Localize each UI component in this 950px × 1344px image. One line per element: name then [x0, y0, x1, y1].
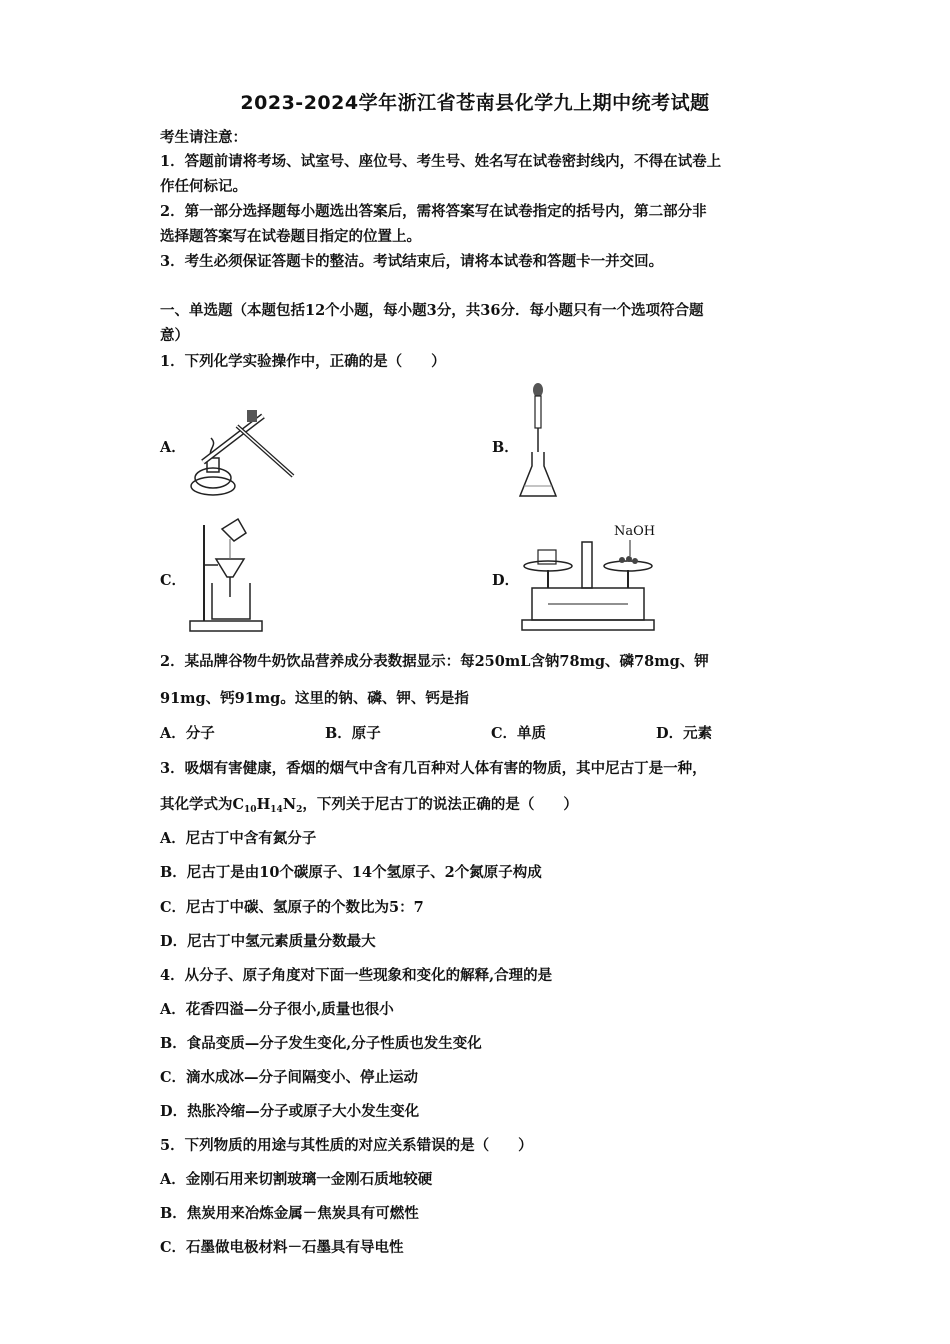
q3-option-a: A．尼古丁中含有氮分子 [160, 830, 317, 847]
q3-option-d: D．尼古丁中氢元素质量分数最大 [160, 933, 376, 950]
q4-option-d: D．热胀冷缩—分子或原子大小发生变化 [160, 1103, 420, 1120]
naoh-label: NaOH [614, 524, 656, 539]
q2-option-d: D．元素 [656, 725, 713, 742]
notice-item: 3．考生必须保证答题卡的整洁。考试结束后，请将本试卷和答题卡一并交回。 [160, 253, 664, 270]
q1-stem: 1．下列化学实验操作中，正确的是（ ） [160, 353, 446, 370]
q1-figure-b-dropper-flask [515, 382, 560, 502]
q3-stem-prefix: 其化学式为 [160, 796, 233, 813]
q3-stem-suffix: ，下列关于尼古丁的说法正确的是（ ） [302, 796, 578, 813]
section-heading-cont: 意） [160, 327, 189, 344]
notice-item: 1．答题前请将考场、试室号、座位号、考生号、姓名写在试卷密封线内，不得在试卷上 [160, 153, 722, 170]
page-title: 2023-2024学年浙江省苍南县化学九上期中统考试题 [240, 92, 710, 114]
nicotine-formula: $C_{10}H_{14}N_2$ [232, 796, 303, 815]
q1-figure-a-heating-test-tube [185, 398, 300, 503]
notice-item: 2．第一部分选择题每小题选出答案后，需将答案写在试卷指定的括号内，第二部分非 [160, 203, 707, 220]
q5-option-a: A．金刚石用来切割玻璃一金刚石质地较硬 [160, 1171, 433, 1188]
q1-label-c: C． [160, 572, 187, 589]
notice-heading: 考生请注意： [160, 129, 247, 146]
q4-option-a: A．花香四溢—分子很小,质量也很小 [160, 1001, 394, 1018]
q4-stem: 4．从分子、原子角度对下面一些现象和变化的解释,合理的是 [160, 967, 553, 984]
section-heading: 一、单选题（本题包括12个小题，每小题3分，共36分．每小题只有一个选项符合题 [160, 302, 704, 319]
q3-stem-cont [160, 795, 800, 820]
q1-figure-c-filtration [188, 515, 266, 633]
q4-option-b: B．食品变质—分子发生变化,分子性质也发生变化 [160, 1035, 482, 1052]
q1-label-b: B． [492, 439, 519, 456]
q2-stem: 2．某品牌谷物牛奶饮品营养成分表数据显示：每250mL含钠78mg、磷78mg、钾 [160, 653, 709, 670]
q3-stem: 3．吸烟有害健康，香烟的烟气中含有几百种对人体有害的物质，其中尼古丁是一种， [160, 760, 707, 777]
q2-option-b: B．原子 [325, 725, 381, 742]
q5-option-b: B．焦炭用来冶炼金属－焦炭具有可燃性 [160, 1205, 419, 1222]
q1-label-d: D． [492, 572, 520, 589]
q3-option-c: C．尼古丁中碳、氢原子的个数比为5：7 [160, 899, 424, 916]
q2-option-c: C．单质 [491, 725, 547, 742]
q5-option-c: C．石墨做电极材料－石墨具有导电性 [160, 1239, 404, 1256]
q4-option-c: C．滴水成冰—分子间隔变小、停止运动 [160, 1069, 419, 1086]
notice-item: 作任何标记。 [160, 178, 247, 195]
q1-figure-d-balance [518, 540, 658, 632]
q2-stem-cont: 91mg、钙91mg。这里的钠、磷、钾、钙是指 [160, 690, 469, 707]
q3-option-b: B．尼古丁是由10个碳原子、14个氢原子、2个氮原子构成 [160, 864, 542, 881]
q5-stem: 5．下列物质的用途与其性质的对应关系错误的是（ ） [160, 1137, 533, 1154]
q1-label-a: A． [160, 439, 186, 456]
notice-item: 选择题答案写在试卷题目指定的位置上。 [160, 228, 421, 245]
q2-option-a: A．分子 [160, 725, 215, 742]
